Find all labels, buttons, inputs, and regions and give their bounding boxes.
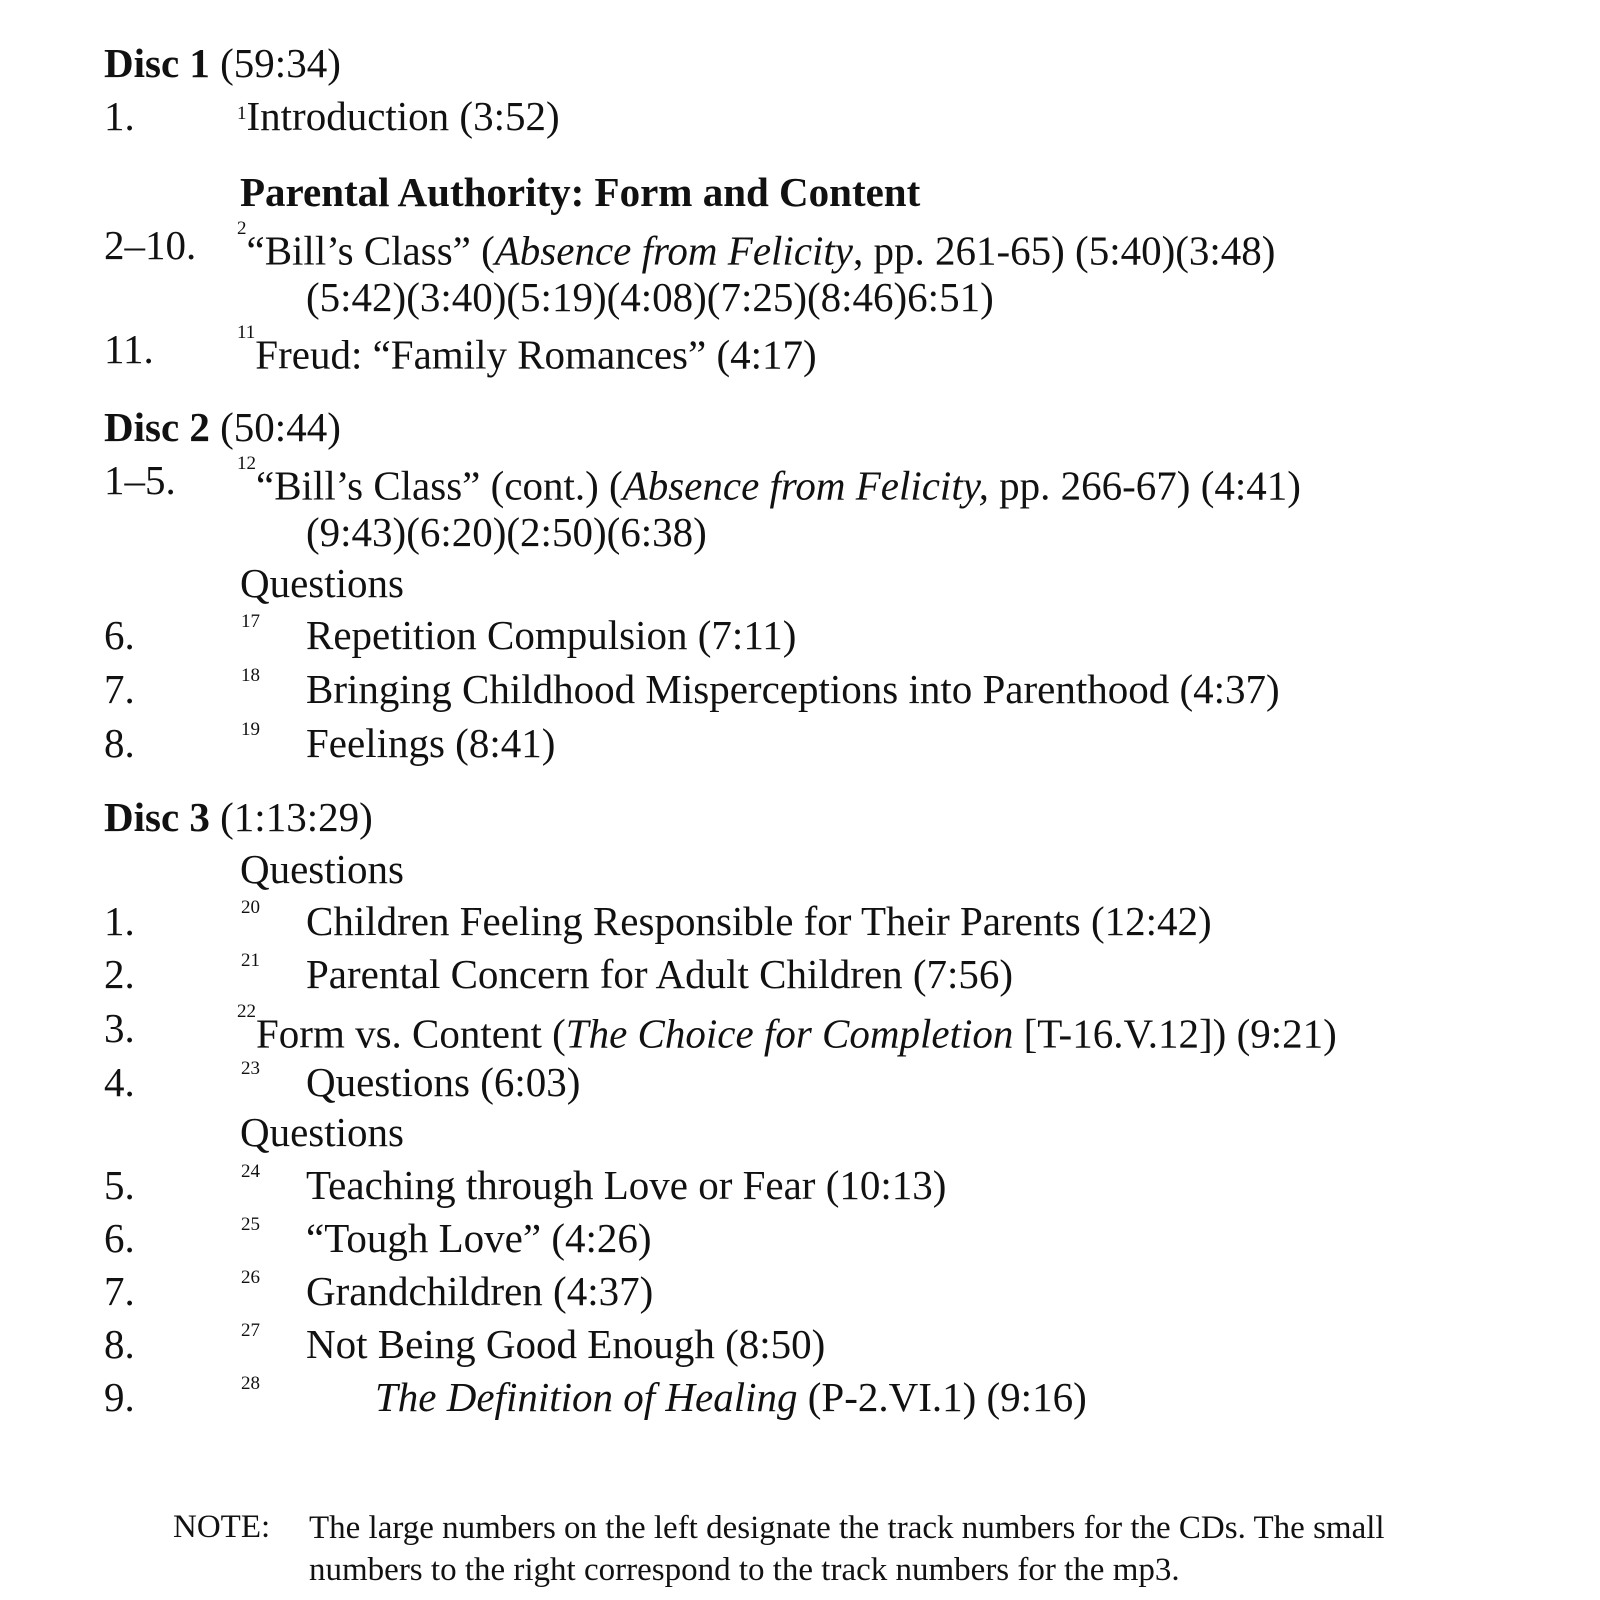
track-row [0, 453, 1600, 507]
cd-track-number: 5. [104, 1162, 135, 1208]
mp3-track-number: 23 [241, 1058, 260, 1079]
mp3-track-number: 27 [241, 1320, 260, 1341]
track-row [0, 1264, 1600, 1318]
track-title: Feelings (8:41) [306, 720, 556, 766]
track-row [0, 1211, 1600, 1265]
disc-3-header [0, 790, 1600, 844]
track-continuation: (5:42)(3:40)(5:19)(4:08)(7:25)(8:46)6:51) [306, 274, 994, 320]
track-title: Questions (6:03) [306, 1059, 581, 1105]
mp3-track-number: 11 [237, 322, 256, 343]
mp3-track-number: 26 [241, 1267, 260, 1288]
track-title: Teaching through Love or Fear (10:13) [306, 1162, 947, 1208]
disc-label: Disc 3 [104, 794, 210, 840]
track-title: “Tough Love” (4:26) [306, 1215, 652, 1261]
questions-heading: Questions [240, 846, 404, 892]
cd-track-number: 9. [104, 1374, 135, 1420]
mp3-track-number: 18 [241, 665, 260, 686]
track-title: Parental Concern for Adult Children (7:56) [306, 951, 1014, 997]
track-row [0, 1317, 1600, 1371]
mp3-track-number: 24 [241, 1161, 260, 1182]
track-title: Grandchildren (4:37) [306, 1268, 654, 1314]
track-row [0, 89, 1600, 143]
cd-track-number: 1. [104, 898, 135, 944]
track-row [0, 608, 1600, 662]
disc-duration: (1:13:29) [220, 794, 373, 840]
cd-track-number: 8. [104, 720, 135, 766]
cd-track-number: 1–5. [104, 457, 176, 503]
cd-track-number: 3. [104, 1005, 135, 1051]
mp3-track-number: 22 [237, 1001, 256, 1022]
section-heading [0, 165, 1600, 219]
cd-track-number: 2–10. [104, 222, 197, 268]
track-row [0, 894, 1600, 948]
track-row [0, 1370, 1600, 1424]
disc-duration: (59:34) [220, 40, 341, 86]
track-row [0, 1001, 1600, 1055]
disc-1-header [0, 36, 1600, 90]
mp3-track-number: 12 [237, 453, 256, 474]
questions-heading: Questions [240, 1109, 404, 1155]
cd-track-number: 6. [104, 612, 135, 658]
track-row [0, 1055, 1600, 1109]
disc-label: Disc 2 [104, 404, 210, 450]
disc-label: Disc 1 [104, 40, 210, 86]
disc-2-header [0, 400, 1600, 454]
cd-track-number: 11. [104, 326, 154, 372]
cd-track-number: 1. [104, 93, 135, 139]
track-title: “Bill’s Class” (cont.) (Absence from Felicity, pp. 266-67) (4:41) [256, 462, 1301, 509]
note-text: The large numbers on the left designate the track numbers for the CDs. The small numbers to the right correspond to the track numbers for the mp3. [309, 1510, 1385, 1588]
mp3-track-number: 17 [241, 611, 260, 632]
mp3-track-number: 20 [241, 897, 260, 918]
track-title: Repetition Compulsion (7:11) [306, 612, 797, 658]
questions-heading: Questions [240, 560, 404, 606]
track-title: Introduction (3:52) [246, 93, 560, 139]
mp3-track-number: 28 [241, 1373, 260, 1394]
track-title: Freud: “Family Romances” (4:17) [255, 331, 817, 378]
mp3-track-number: 25 [241, 1214, 260, 1235]
track-title: Not Being Good Enough (8:50) [306, 1321, 826, 1367]
cd-track-number: 7. [104, 666, 135, 712]
disc-duration: (50:44) [220, 404, 341, 450]
cd-track-number: 4. [104, 1059, 135, 1105]
track-title: Form vs. Content (The Choice for Completion [T-16.V.12]) (9:21) [256, 1010, 1337, 1057]
mp3-track-number: 1 [237, 103, 247, 125]
cd-track-number: 6. [104, 1215, 135, 1261]
track-row [0, 218, 1600, 272]
mp3-track-number: 19 [241, 719, 260, 740]
cd-track-number: 2. [104, 951, 135, 997]
track-title: “Bill’s Class” (Absence from Felicity, pp. 261-65) (5:40)(3:48) [246, 227, 1276, 274]
cd-track-number: 8. [104, 1321, 135, 1367]
track-row [0, 1158, 1600, 1212]
cd-track-number: 7. [104, 1268, 135, 1314]
track-title: The Definition of Healing (P-2.VI.1) (9:16) [375, 1374, 1087, 1420]
mp3-track-number: 2 [237, 218, 247, 239]
track-row [0, 716, 1600, 770]
track-title: Children Feeling Responsible for Their Parents (12:42) [306, 898, 1212, 944]
track-continuation: (9:43)(6:20)(2:50)(6:38) [306, 509, 707, 555]
track-row [0, 322, 1600, 376]
section-title: Parental Authority: Form and Content [240, 169, 921, 215]
mp3-track-number: 21 [241, 950, 260, 971]
note-label: NOTE: [173, 1509, 271, 1545]
track-row [0, 662, 1600, 716]
track-row [0, 947, 1600, 1001]
track-title: Bringing Childhood Misperceptions into Parenthood (4:37) [306, 666, 1280, 712]
